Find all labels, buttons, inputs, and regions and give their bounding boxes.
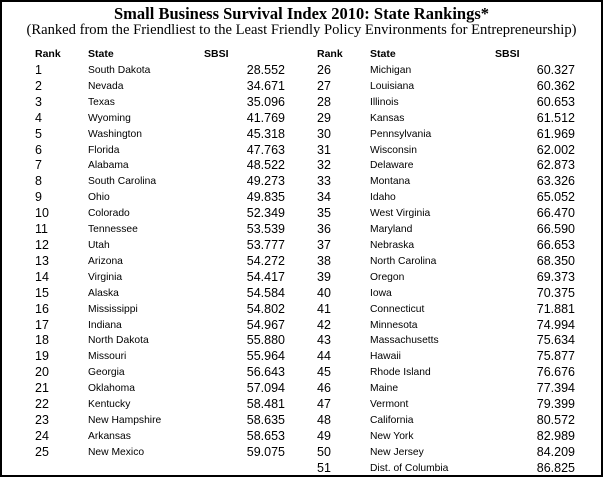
state-cell: Nebraska [370,239,415,251]
rank-cell: 17 [35,317,49,332]
state-cell: Mississippi [88,303,138,315]
rank-cell: 5 [35,126,42,141]
table-row [317,79,575,95]
rank-cell: 2 [35,78,42,93]
rank-cell: 12 [35,237,49,252]
state-column-header: State [370,48,396,60]
table-row [317,158,575,174]
sbsi-cell: 54.417 [246,269,285,284]
rank-cell: 51 [317,460,331,475]
rank-cell: 46 [317,381,331,396]
state-cell: Kentucky [88,399,131,411]
state-cell: Utah [88,239,110,251]
sbsi-cell: 76.676 [536,365,575,380]
table-row [317,413,575,429]
state-cell: Hawaii [370,351,401,363]
rank-cell: 50 [317,444,331,459]
state-cell: Minnesota [370,319,418,331]
rank-cell: 10 [35,206,49,221]
sbsi-cell: 34.671 [246,78,285,93]
state-cell: North Dakota [88,335,149,347]
state-cell: Arkansas [88,430,131,442]
sbsi-cell: 49.273 [246,174,285,189]
rank-cell: 1 [35,63,42,77]
state-cell: Kansas [370,112,405,124]
sbsi-column-header: SBSI [495,48,520,60]
table-row [317,238,575,254]
rankings-table-left [35,45,285,461]
rank-cell: 49 [317,428,331,443]
sbsi-cell: 54.802 [246,301,285,316]
state-cell: South Carolina [88,176,157,188]
state-cell: West Virginia [370,208,431,220]
table-row [35,397,285,413]
state-cell: Dist. of Columbia [370,462,449,474]
rank-cell: 31 [317,142,331,157]
table-row [35,158,285,174]
table-row [317,190,575,206]
sbsi-cell: 80.572 [536,412,575,427]
sbsi-cell: 75.634 [536,333,575,348]
rank-cell: 44 [317,349,331,364]
state-cell: Ohio [88,192,110,204]
state-cell: Louisiana [370,80,415,92]
rank-cell: 9 [35,190,42,205]
sbsi-cell: 69.373 [536,269,575,284]
sbsi-cell: 55.964 [246,349,285,364]
table-row [317,286,575,302]
table-row [35,190,285,206]
table-row [317,254,575,270]
sbsi-cell: 54.584 [246,285,285,300]
sbsi-cell: 62.873 [536,158,575,173]
state-cell: Wyoming [88,112,131,124]
rank-cell: 19 [35,349,49,364]
state-cell: Illinois [370,96,399,108]
rank-cell: 18 [35,333,49,348]
sbsi-cell: 71.881 [536,301,575,316]
rank-cell: 38 [317,253,331,268]
rank-column-header: Rank [35,48,61,60]
rank-cell: 6 [35,142,42,157]
sbsi-cell: 53.777 [246,237,285,252]
rank-cell: 40 [317,285,331,300]
rank-cell: 20 [35,365,49,380]
rank-cell: 23 [35,412,49,427]
state-cell: Idaho [370,192,396,204]
table-row [35,318,285,334]
table-row [35,445,285,461]
sbsi-cell: 66.470 [536,206,575,221]
sbsi-cell: 68.350 [536,253,575,268]
table-row [35,286,285,302]
state-cell: Missouri [88,351,127,363]
sbsi-cell: 45.318 [246,126,285,141]
sbsi-cell: 66.653 [536,237,575,252]
sbsi-cell: 61.512 [536,110,575,125]
state-cell: Massachusetts [370,335,439,347]
sbsi-cell: 57.094 [246,381,285,396]
table-row [35,381,285,397]
rank-cell: 45 [317,365,331,380]
table-row [317,333,575,349]
state-cell: Washington [88,128,142,140]
state-cell: New Mexico [88,446,145,458]
state-cell: Michigan [370,65,412,76]
table-row [35,206,285,222]
sbsi-cell: 79.399 [536,397,575,412]
state-cell: Wisconsin [370,144,417,156]
state-column-header: State [88,48,114,60]
rank-cell: 14 [35,269,49,284]
table-row [35,270,285,286]
table-row [35,254,285,270]
rank-cell: 43 [317,333,331,348]
sbsi-cell: 55.880 [246,333,285,348]
table-row [317,95,575,111]
table-row [317,174,575,190]
table-row [35,95,285,111]
rank-cell: 48 [317,412,331,427]
state-cell: Alabama [88,160,129,172]
table-row [35,111,285,127]
sbsi-cell: 82.989 [536,428,575,443]
table-row [317,429,575,445]
table-row [317,302,575,318]
rank-cell: 28 [317,94,331,109]
rank-cell: 32 [317,158,331,173]
rank-cell: 13 [35,253,49,268]
sbsi-cell: 62.002 [536,142,575,157]
sbsi-cell: 66.590 [536,222,575,237]
sbsi-cell: 47.763 [246,142,285,157]
table-row [35,349,285,365]
sbsi-cell: 60.327 [536,63,575,77]
sbsi-cell: 70.375 [536,285,575,300]
sbsi-cell: 54.272 [246,253,285,268]
sbsi-cell: 58.653 [246,428,285,443]
state-cell: Colorado [88,208,130,220]
sbsi-cell: 56.643 [246,365,285,380]
table-row [317,222,575,238]
rank-cell: 36 [317,222,331,237]
header-row [317,45,575,63]
sbsi-cell: 53.539 [246,222,285,237]
sbsi-cell: 28.552 [246,63,285,77]
state-cell: Delaware [370,160,414,172]
rank-cell: 24 [35,428,49,443]
sbsi-cell: 60.362 [536,78,575,93]
rank-cell: 29 [317,110,331,125]
table-row [35,174,285,190]
sbsi-cell: 35.096 [246,94,285,109]
table-row [35,413,285,429]
state-cell: New Jersey [370,446,424,458]
sbsi-cell: 54.967 [246,317,285,332]
sbsi-cell: 61.969 [536,126,575,141]
rank-cell: 4 [35,110,42,125]
sbsi-column-header: SBSI [204,48,229,60]
rank-cell: 42 [317,317,331,332]
sbsi-cell: 59.075 [246,444,285,459]
state-cell: Nevada [88,80,124,92]
table-row [35,333,285,349]
state-cell: Connecticut [370,303,425,315]
table-row [317,206,575,222]
state-cell: Texas [88,96,115,108]
table-row [317,461,575,477]
table-row [317,318,575,334]
sbsi-cell: 60.653 [536,94,575,109]
state-cell: Maryland [370,224,413,236]
table-row [317,143,575,159]
rank-cell: 3 [35,94,42,109]
state-cell: Oregon [370,271,405,283]
state-cell: Alaska [88,287,119,299]
state-cell: Pennsylvania [370,128,432,140]
sbsi-cell: 48.522 [246,158,285,173]
sbsi-cell: 74.994 [536,317,575,332]
state-cell: Oklahoma [88,383,135,395]
rank-cell: 35 [317,206,331,221]
rank-cell: 16 [35,301,49,316]
header-row [35,45,285,63]
table-row [317,127,575,143]
sbsi-cell: 84.209 [536,444,575,459]
table-row [317,397,575,413]
state-cell: Virginia [88,271,123,283]
state-cell: Indiana [88,319,122,331]
rankings-table-right [317,45,575,477]
table-row [317,349,575,365]
sbsi-cell: 49.835 [246,190,285,205]
state-cell: Maine [370,383,399,395]
sbsi-cell: 77.394 [536,381,575,396]
state-cell: New Hampshire [88,414,162,426]
table-row [35,365,285,381]
sbsi-cell: 58.635 [246,412,285,427]
rank-cell: 33 [317,174,331,189]
table-row [317,111,575,127]
rank-cell: 26 [317,63,331,77]
rank-cell: 21 [35,381,49,396]
table-row [317,365,575,381]
sbsi-cell: 52.349 [246,206,285,221]
state-cell: Tennessee [88,224,138,236]
sbsi-cell: 41.769 [246,110,285,125]
sbsi-cell: 58.481 [246,397,285,412]
table-row [317,445,575,461]
table-row [35,302,285,318]
rank-cell: 39 [317,269,331,284]
rank-column-header: Rank [317,48,343,60]
rank-cell: 15 [35,285,49,300]
rank-cell: 25 [35,444,49,459]
state-cell: Iowa [370,287,392,299]
table-row [35,222,285,238]
table-row [35,127,285,143]
rank-cell: 7 [35,158,42,173]
rank-cell: 41 [317,301,331,316]
rank-cell: 11 [35,222,48,237]
sbsi-cell: 75.877 [536,349,575,364]
state-cell: North Carolina [370,255,437,267]
table-row [35,143,285,159]
state-cell: Florida [88,144,120,156]
page-subtitle: (Ranked from the Friendliest to the Least Friendly Policy Environments for Entrepreneurship) [26,22,577,38]
state-cell: Georgia [88,367,125,379]
state-cell: California [370,414,414,426]
rank-cell: 22 [35,397,49,412]
sbsi-cell: 65.052 [536,190,575,205]
sbsi-cell: 86.825 [536,460,575,475]
rank-cell: 30 [317,126,331,141]
sbsi-cell: 63.326 [536,174,575,189]
rank-cell: 37 [317,237,331,252]
state-cell: Vermont [370,399,409,411]
table-row [35,429,285,445]
rank-cell: 34 [317,190,331,205]
rank-cell: 27 [317,78,331,93]
rank-cell: 47 [317,397,331,412]
table-row [317,381,575,397]
state-cell: New York [370,430,414,442]
state-cell: Montana [370,176,411,188]
table-row [35,63,285,79]
table-row [317,63,575,79]
state-cell: South Dakota [88,65,151,76]
table-row [35,79,285,95]
page-title: Small Business Survival Index 2010: State Rankings* [114,4,489,23]
table-row [317,270,575,286]
table-row [35,238,285,254]
rank-cell: 8 [35,174,42,189]
state-cell: Rhode Island [370,367,431,379]
state-cell: Arizona [88,255,123,267]
